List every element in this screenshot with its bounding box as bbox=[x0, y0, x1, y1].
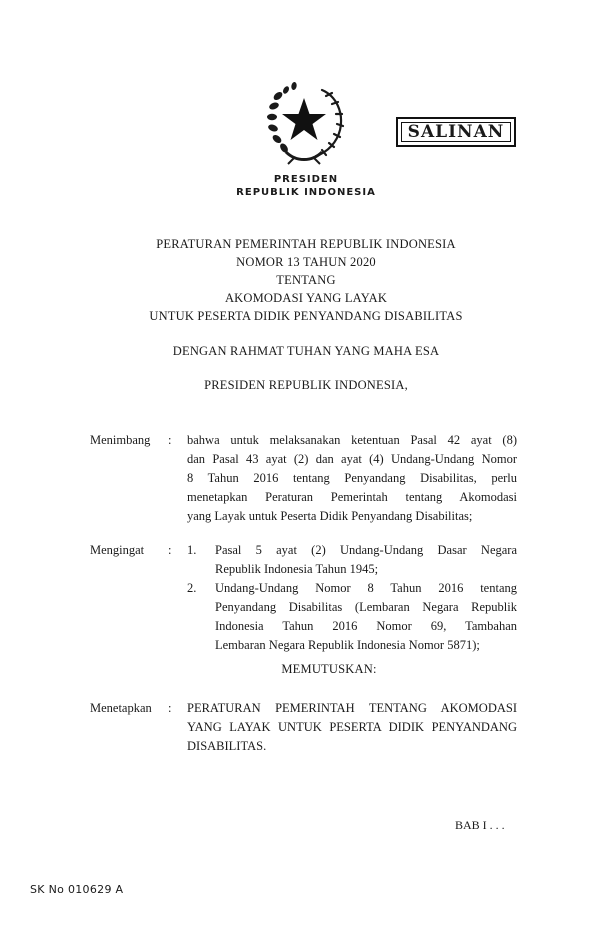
menetapkan-label: Menetapkan bbox=[90, 701, 152, 715]
menimbang-label: Menimbang bbox=[90, 433, 151, 447]
menetapkan-body bbox=[187, 699, 517, 756]
menetapkan-colon: : bbox=[168, 701, 172, 715]
mengingat-line: Pasal 5 ayat (2) Undang-Undang Dasar Negara bbox=[215, 543, 517, 557]
title-about: TENTANG bbox=[276, 273, 336, 287]
menimbang-body bbox=[187, 431, 517, 526]
menimbang-line: 8 Tahun 2016 tentang Penyandang Disabilitas, perlu bbox=[187, 471, 517, 485]
garuda-star-emblem-icon bbox=[256, 82, 352, 168]
menetapkan-line: YANG LAYAK UNTUK PESERTA DIDIK PENYANDANG bbox=[187, 720, 517, 734]
menetapkan-line: PERATURAN PEMERINTAH TENTANG AKOMODASI bbox=[187, 701, 517, 715]
mengingat-item-2 bbox=[215, 579, 517, 655]
page-continuation: BAB I . . . bbox=[455, 818, 505, 832]
mengingat-colon: : bbox=[168, 543, 172, 557]
salinan-stamp bbox=[396, 117, 516, 147]
header-republic: REPUBLIK INDONESIA bbox=[236, 187, 376, 198]
menimbang-line: menetapkan Peraturan Pemerintah tentang Akomodasi bbox=[187, 490, 517, 504]
menimbang-colon: : bbox=[168, 433, 172, 447]
footer-document-code: SK No 010629 A bbox=[30, 883, 124, 896]
mengingat-item-1 bbox=[215, 541, 517, 579]
mengingat-line: Republik Indonesia Tahun 1945; bbox=[215, 562, 379, 576]
title-subject-1: AKOMODASI YANG LAYAK bbox=[224, 291, 388, 305]
title-number: NOMOR 13 TAHUN 2020 bbox=[236, 255, 376, 269]
preamble-blessing: DENGAN RAHMAT TUHAN YANG MAHA ESA bbox=[172, 344, 440, 358]
title-regulation: PERATURAN PEMERINTAH REPUBLIK INDONESIA bbox=[156, 237, 456, 251]
mengingat-line: Undang-Undang Nomor 8 Tahun 2016 tentang bbox=[215, 581, 517, 595]
menimbang-line: dan Pasal 43 ayat (2) dan ayat (4) Undang-Undang Nomor bbox=[187, 452, 517, 466]
mengingat-line: Indonesia Tahun 2016 Nomor 69, Tambahan bbox=[215, 619, 517, 633]
mengingat-item-number: 2. bbox=[187, 581, 197, 595]
mengingat-line: Penyandang Disabilitas (Lembaran Negara Republik bbox=[215, 600, 517, 614]
header-president: PRESIDEN bbox=[273, 174, 339, 185]
menimbang-line: yang Layak untuk Peserta Didik Penyandang Disabilitas; bbox=[187, 509, 473, 523]
mengingat-item-number: 1. bbox=[187, 543, 197, 557]
menetapkan-line: DISABILITAS. bbox=[187, 739, 267, 753]
title-subject-2: UNTUK PESERTA DIDIK PENYANDANG DISABILITAS bbox=[149, 309, 463, 323]
menimbang-line: bahwa untuk melaksanakan ketentuan Pasal 42 ayat (8) bbox=[187, 433, 517, 447]
memutuskan-heading: MEMUTUSKAN: bbox=[281, 662, 377, 676]
preamble-president: PRESIDEN REPUBLIK INDONESIA, bbox=[204, 378, 408, 392]
mengingat-label: Mengingat bbox=[90, 543, 145, 557]
mengingat-line: Lembaran Negara Republik Indonesia Nomor 5871); bbox=[215, 638, 480, 652]
salinan-label: SALINAN bbox=[407, 122, 505, 142]
